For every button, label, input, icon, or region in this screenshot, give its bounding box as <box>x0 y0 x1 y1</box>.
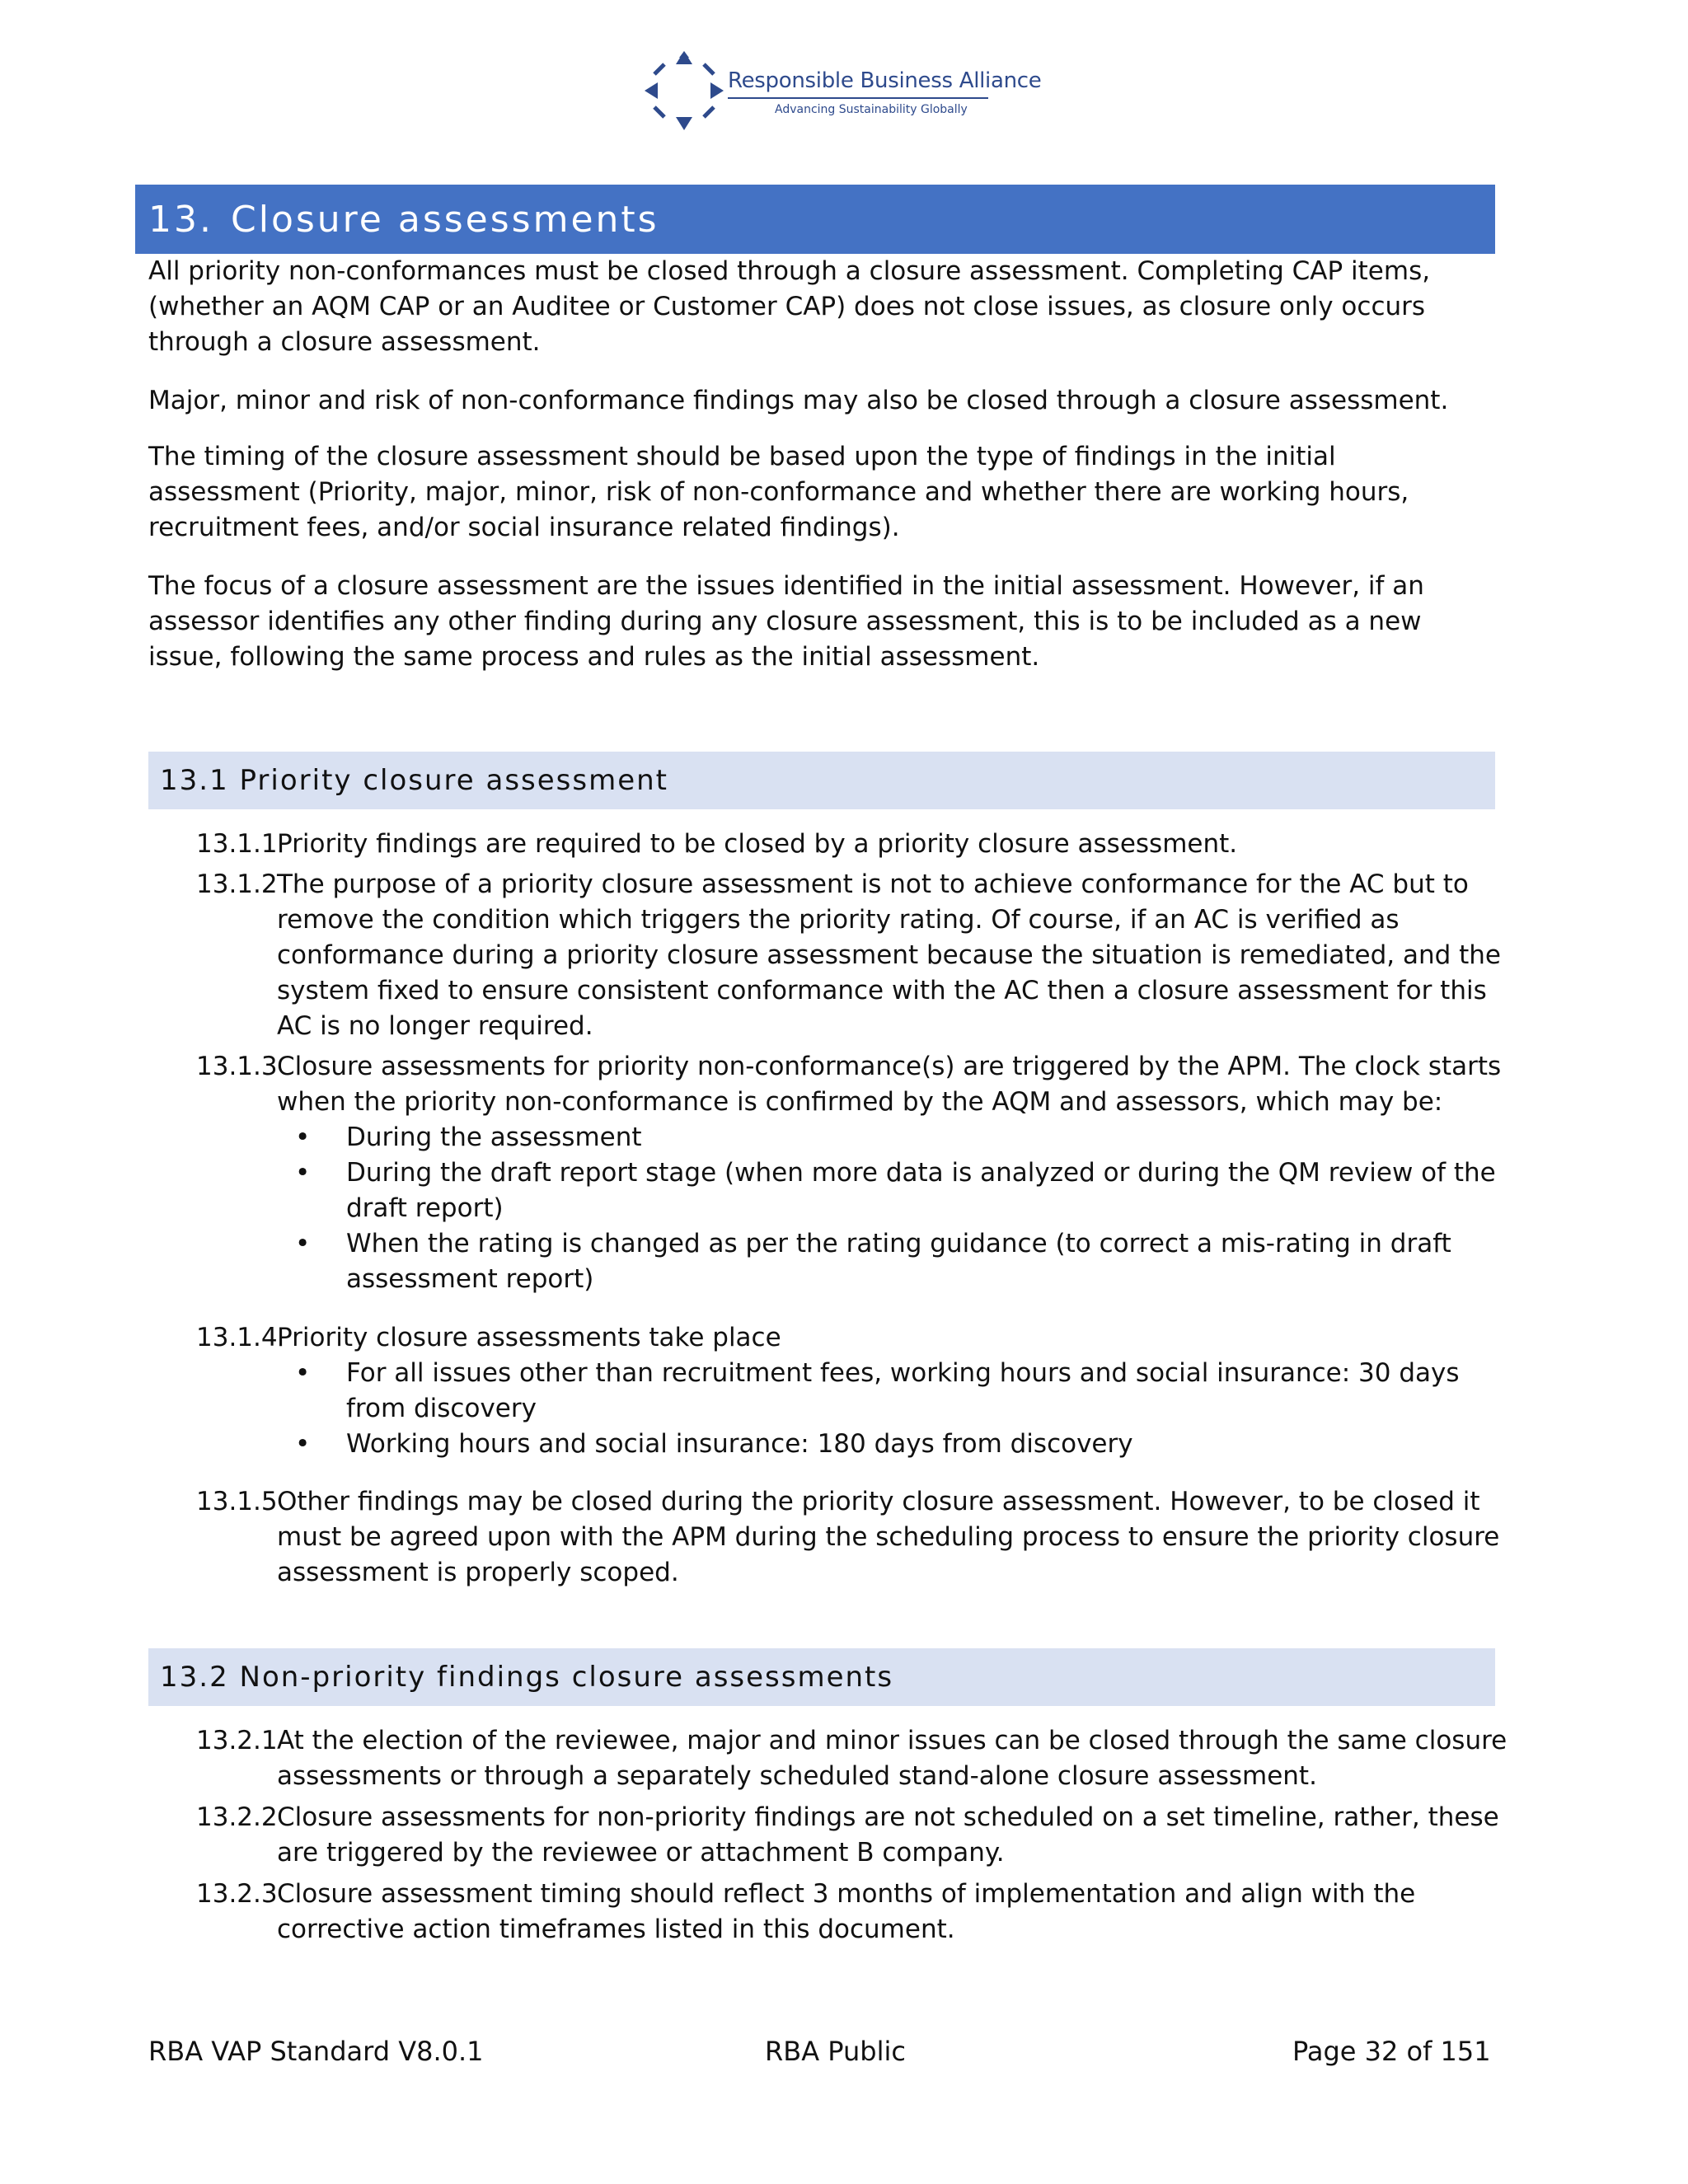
bullet-list <box>277 1356 1515 1462</box>
item-text: Priority closure assessments take place <box>277 1323 781 1352</box>
bullet-dot-icon: • <box>295 1229 311 1258</box>
bullet-list <box>277 1120 1515 1297</box>
bullet-text: Working hours and social insurance: 180 days from discovery <box>346 1429 1133 1459</box>
item-number: 13.1.1 <box>196 829 278 859</box>
bullet-text: When the rating is changed as per the rating guidance (to correct a mis-rating in draft assessment report) <box>346 1229 1451 1294</box>
item-text: The purpose of a priority closure assessment is not to achieve conformance for the AC but to remove the condition which triggers the priority rating. Of course, if an AC is verified as conformance during a priority closure assessment because the situation is remediated, and the system fixed to ensure consistent conformance with the AC then a closure assessment for this AC is no longer required. <box>277 869 1502 1041</box>
item-text: Other findings may be closed during the priority closure assessment. However, to be closed it must be agreed upon with the APM during the scheduling process to ensure the priority closure assessment is properly scoped. <box>277 1487 1500 1587</box>
footer-document-title: RBA VAP Standard V8.0.1 <box>148 2036 484 2067</box>
bullet-dot-icon: • <box>295 1158 311 1188</box>
item-number: 13.1.2 <box>196 869 278 899</box>
item-number: 13.2.1 <box>196 1726 278 1755</box>
bullet-item <box>277 1356 1515 1427</box>
logo-tagline: Advancing Sustainability Globally <box>775 103 968 116</box>
rba-emblem-icon <box>643 49 725 132</box>
item-text: At the election of the reviewee, major and minor issues can be closed through the same closure assessments or through a separately scheduled stand-alone closure assessment. <box>277 1726 1507 1791</box>
list-item <box>196 867 1515 1044</box>
footer-page-number: Page 32 of 151 <box>1292 2036 1491 2067</box>
footer-classification: RBA Public <box>765 2036 906 2067</box>
bullet-text: For all issues other than recruitment fees, working hours and social insurance: 30 days from discovery <box>346 1358 1460 1423</box>
list-item <box>196 1320 1515 1462</box>
list-item <box>196 1877 1515 1947</box>
item-number: 13.2.2 <box>196 1802 278 1832</box>
bullet-text: During the assessment <box>346 1122 642 1152</box>
list-item <box>196 1800 1515 1871</box>
section-title: Closure assessments <box>231 198 659 241</box>
bullet-item <box>277 1427 1515 1462</box>
paragraph-2: Major, minor and risk of non-conformance findings may also be closed through a closure assessment. <box>148 386 1449 415</box>
item-number: 13.1.5 <box>196 1487 278 1516</box>
bullet-dot-icon: • <box>295 1429 311 1459</box>
paragraph-3: The timing of the closure assessment should be based upon the type of findings in the initial assessment (Priority, major, minor, risk of non-conformance and whether there are working hours, recruitment fees, and/or social insurance related findings). <box>148 442 1409 542</box>
list-item <box>196 1484 1515 1591</box>
bullet-item <box>277 1120 1515 1155</box>
list-item <box>196 827 1515 862</box>
item-text: Priority findings are required to be closed by a priority closure assessment. <box>277 829 1238 859</box>
bullet-item <box>277 1155 1515 1226</box>
logo-name: Responsible Business Alliance <box>728 68 1042 93</box>
item-text: Closure assessments for non-priority findings are not scheduled on a set timeline, rather, these are triggered by the reviewee or attachment B company. <box>277 1802 1499 1868</box>
subsection-heading-13-1: 13.1 Priority closure assessment <box>148 752 1495 809</box>
bullet-dot-icon: • <box>295 1122 311 1152</box>
item-text: Closure assessment timing should reflect 3 months of implementation and align with the corrective action timeframes listed in this document. <box>277 1879 1416 1944</box>
item-text: Closure assessments for priority non-conformance(s) are triggered by the APM. The clock starts when the priority non-conformance is confirmed by the AQM and assessors, which may be: <box>277 1052 1502 1117</box>
item-number: 13.2.3 <box>196 1879 278 1909</box>
section-heading <box>135 185 1495 254</box>
item-number: 13.1.3 <box>196 1052 278 1081</box>
list-item <box>196 1723 1515 1794</box>
logo-divider <box>728 97 988 99</box>
paragraph-4: The focus of a closure assessment are the issues identified in the initial assessment. However, if an assessor identifies any other finding during any closure assessment, this is to be included as a new issue, following the same process and rules as the initial assessment. <box>148 571 1424 672</box>
paragraph-1: All priority non-conformances must be closed through a closure assessment. Completing CAP items, (whether an AQM CAP or an Auditee or Customer CAP) does not close issues, as closure only occurs through a closure assessment. <box>148 256 1431 357</box>
rba-logo <box>643 49 1042 132</box>
bullet-text: During the draft report stage (when more data is analyzed or during the QM review of the draft report) <box>346 1158 1496 1223</box>
bullet-item <box>277 1226 1515 1297</box>
bullet-dot-icon: • <box>295 1358 311 1388</box>
section-number: 13. <box>148 198 213 241</box>
list-item <box>196 1049 1515 1297</box>
item-number: 13.1.4 <box>196 1323 278 1352</box>
subsection-heading-13-2: 13.2 Non-priority findings closure assessments <box>148 1648 1495 1706</box>
